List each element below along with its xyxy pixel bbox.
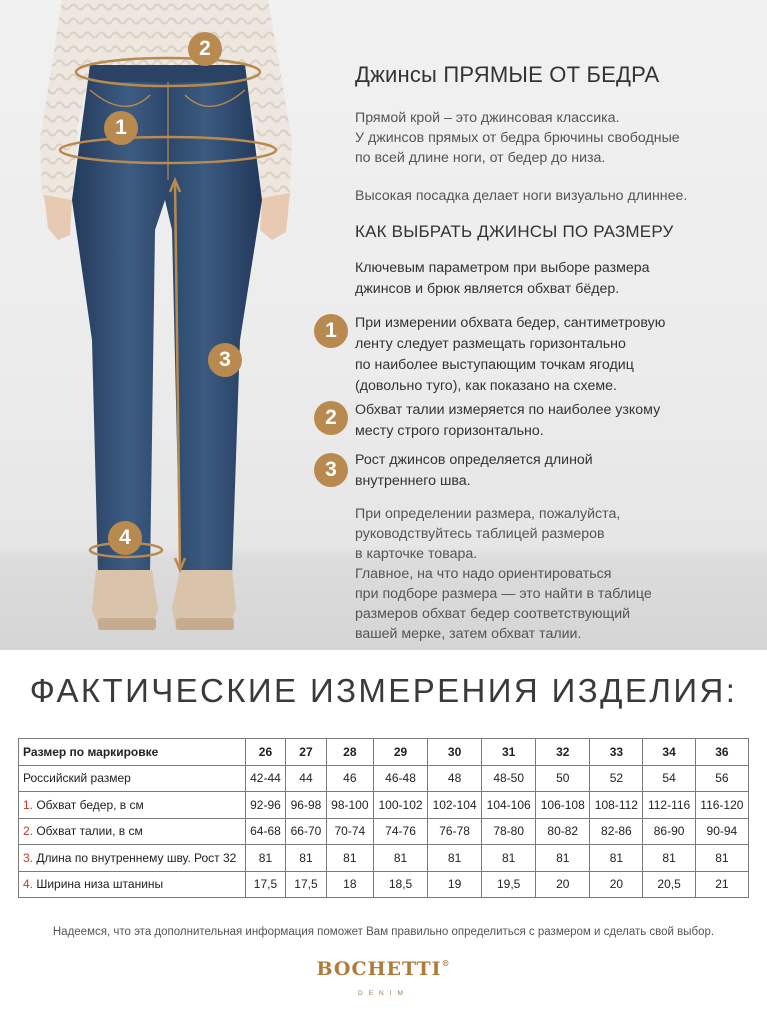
header-cell: 33	[590, 739, 643, 766]
table-cell: 18	[326, 871, 373, 898]
badge-4: 4	[108, 521, 142, 555]
step-3-badge: 3	[314, 453, 348, 487]
note-text: Высокая посадка делает ноги визуально длиннее.	[355, 188, 688, 204]
table-cell: 44	[286, 765, 326, 792]
header-label: Размер по маркировке	[19, 739, 246, 766]
table-cell: 17,5	[286, 871, 326, 898]
table-cell: 46-48	[373, 765, 427, 792]
step-1-text: При измерении обхвата бедер, сантиметровую ленту следует размещать горизонтально по наиболее выступающим точкам ягодиц (довольно туго), как показано на схеме.	[355, 315, 666, 394]
table-cell: 81	[428, 845, 482, 872]
header-cell: 26	[245, 739, 285, 766]
table-cell: 76-78	[428, 818, 482, 845]
table-cell: 66-70	[286, 818, 326, 845]
table-cell: 98-100	[326, 792, 373, 819]
table-cell: 104-106	[482, 792, 536, 819]
table-cell: 116-120	[695, 792, 748, 819]
table-cell: 106-108	[536, 792, 590, 819]
table-row	[19, 818, 749, 845]
header-cell: 28	[326, 739, 373, 766]
page-title: Джинсы ПРЯМЫЕ ОТ БЕДРА	[355, 62, 660, 87]
table-row	[19, 765, 749, 792]
table-cell: 19	[428, 871, 482, 898]
row-label: Российский размер	[19, 765, 246, 792]
table-cell: 82-86	[590, 818, 643, 845]
intro-text: Прямой крой – это джинсовая классика. У джинсов прямых от бедра брючины свободные по всей длине ноги, от бедер до низа.	[355, 110, 680, 166]
table-cell: 92-96	[245, 792, 285, 819]
table-cell: 64-68	[245, 818, 285, 845]
table-cell: 81	[643, 845, 695, 872]
table-cell: 100-102	[373, 792, 427, 819]
badge-2: 2	[188, 32, 222, 66]
table-cell: 102-104	[428, 792, 482, 819]
header-cell: 36	[695, 739, 748, 766]
table-cell: 81	[245, 845, 285, 872]
table-cell: 90-94	[695, 818, 748, 845]
table-cell: 81	[286, 845, 326, 872]
table-cell: 42-44	[245, 765, 285, 792]
table-cell: 48	[428, 765, 482, 792]
table-cell: 80-82	[536, 818, 590, 845]
brand-logo: BOCHETTI®	[316, 958, 451, 980]
advice-text: При определении размера, пожалуйста, руководствуйтесь таблицей размеров в карточке товара. Главное, на что надо ориентироваться при подборе размера — это найти в таблице размеров обхват бедер соответствующий вашей мерке, затем обхват талии.	[355, 506, 652, 642]
table-cell: 81	[536, 845, 590, 872]
header-cell: 32	[536, 739, 590, 766]
table-header-row	[19, 739, 749, 766]
header-cell: 31	[482, 739, 536, 766]
table-cell: 108-112	[590, 792, 643, 819]
table-cell: 21	[695, 871, 748, 898]
table-cell: 19,5	[482, 871, 536, 898]
how-to-choose-heading: КАК ВЫБРАТЬ ДЖИНСЫ ПО РАЗМЕРУ	[355, 222, 674, 241]
table-cell: 81	[590, 845, 643, 872]
table-cell: 20,5	[643, 871, 695, 898]
size-table	[18, 738, 749, 898]
table-row	[19, 792, 749, 819]
jeans-illustration	[0, 0, 300, 650]
table-cell: 81	[373, 845, 427, 872]
step-1-badge: 1	[314, 314, 348, 348]
row-label: 1. Обхват бедер, в см	[19, 792, 246, 819]
table-cell: 20	[536, 871, 590, 898]
table-cell: 86-90	[643, 818, 695, 845]
model-drawing	[0, 0, 300, 650]
table-cell: 46	[326, 765, 373, 792]
header-cell: 27	[286, 739, 326, 766]
header-cell: 30	[428, 739, 482, 766]
table-row	[19, 845, 749, 872]
table-cell: 56	[695, 765, 748, 792]
badge-3: 3	[208, 343, 242, 377]
table-cell: 17,5	[245, 871, 285, 898]
table-row	[19, 871, 749, 898]
table-cell: 81	[326, 845, 373, 872]
table-cell: 112-116	[643, 792, 695, 819]
table-cell: 50	[536, 765, 590, 792]
table-cell: 18,5	[373, 871, 427, 898]
row-label: 3. Длина по внутреннему шву. Рост 32	[19, 845, 246, 872]
step-2-badge: 2	[314, 401, 348, 435]
step-2-text: Обхват талии измеряется по наиболее узкому месту строго горизонтально.	[355, 402, 661, 439]
table-cell: 52	[590, 765, 643, 792]
table-cell: 20	[590, 871, 643, 898]
brand-subtitle: DENIM	[358, 990, 409, 997]
table-cell: 78-80	[482, 818, 536, 845]
header-cell: 29	[373, 739, 427, 766]
table-cell: 48-50	[482, 765, 536, 792]
header-cell: 34	[643, 739, 695, 766]
row-label: 2. Обхват талии, в см	[19, 818, 246, 845]
measurements-title: ФАКТИЧЕСКИЕ ИЗМЕРЕНИЯ ИЗДЕЛИЯ:	[29, 672, 738, 709]
table-cell: 70-74	[326, 818, 373, 845]
table-cell: 74-76	[373, 818, 427, 845]
step-3-text: Рост джинсов определяется длиной внутреннего шва.	[355, 452, 593, 489]
key-parameter-text: Ключевым параметром при выборе размера джинсов и брюк является обхват бёдер.	[355, 260, 650, 297]
table-cell: 96-98	[286, 792, 326, 819]
footer-note: Надеемся, что эта дополнительная информация поможет Вам правильно определиться с размером и сделать свой выбор.	[52, 926, 715, 938]
row-label: 4. Ширина низа штанины	[19, 871, 246, 898]
badge-1: 1	[104, 111, 138, 145]
table-cell: 81	[482, 845, 536, 872]
table-cell: 54	[643, 765, 695, 792]
table-cell: 81	[695, 845, 748, 872]
